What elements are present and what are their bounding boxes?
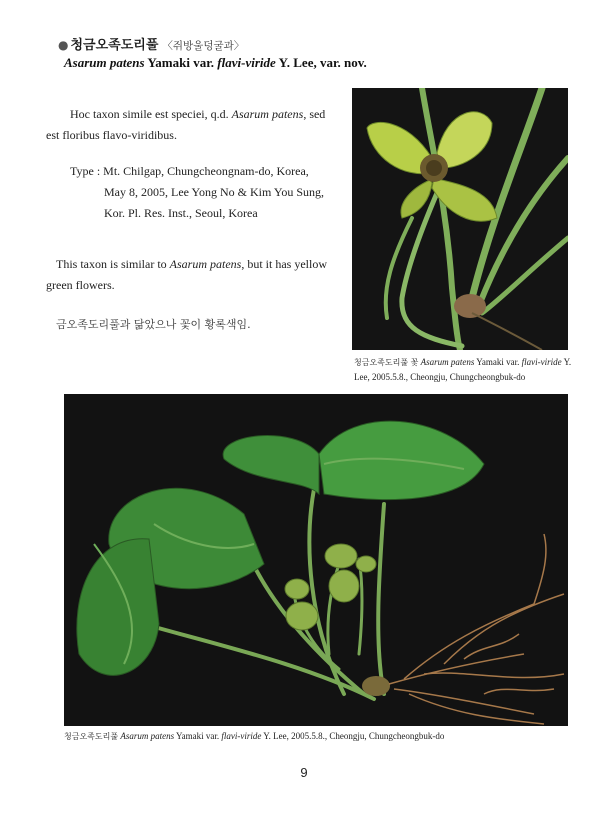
bullet-icon: ● bbox=[58, 38, 69, 52]
cap2-details: Y. Lee, 2005.5.8., Cheongju, Chungcheongbuk-do bbox=[263, 731, 445, 741]
cap1-author: Yamaki var. bbox=[476, 357, 520, 367]
korean-name: 청금오족도리풀 bbox=[70, 38, 159, 53]
cap1-species: Asarum patens bbox=[420, 357, 475, 367]
plant-photo bbox=[64, 394, 568, 726]
eng-part2: , but it has yellow green flowers. bbox=[46, 257, 328, 292]
plant-illustration bbox=[64, 394, 568, 726]
cap2-ko: 청금오족도리풀 bbox=[64, 732, 119, 741]
korean-description: 금오족도리풀과 닮았으나 꽃이 황록색임. bbox=[56, 318, 251, 331]
sci-species: Asarum patens bbox=[64, 55, 145, 70]
eng-species: Asarum patens bbox=[169, 257, 242, 271]
flower-illustration bbox=[352, 88, 568, 350]
type-label: Type : bbox=[70, 164, 101, 178]
cap2-species: Asarum patens bbox=[120, 731, 175, 741]
latin-part2: , sed est floribus flavo-viridibus. bbox=[46, 107, 326, 142]
cap2-variety: flavi-viride bbox=[221, 731, 262, 741]
latin-description bbox=[46, 104, 336, 146]
type-line2: May 8, 2005, Lee Yong No & Kim You Sung, bbox=[104, 185, 325, 199]
type-line1: Mt. Chilgap, Chungcheongnam-do, Korea, bbox=[103, 164, 309, 178]
latin-species: Asarum patens bbox=[231, 107, 304, 121]
sci-variety: flavi-viride bbox=[217, 55, 276, 70]
english-description bbox=[46, 254, 346, 296]
sci-author: Yamaki var. bbox=[147, 55, 215, 70]
family-name: 〈쥐방울덩굴과〉 bbox=[162, 40, 245, 52]
cap1-variety: flavi-viride bbox=[521, 357, 562, 367]
type-line3: Kor. Pl. Res. Inst., Seoul, Korea bbox=[104, 206, 258, 220]
plant-photo-caption bbox=[64, 731, 444, 742]
scientific-name bbox=[64, 55, 367, 71]
type-specimen bbox=[70, 161, 340, 224]
flower-photo-caption bbox=[354, 355, 584, 384]
cap1-details: Y. Lee, 2005.5.8., Cheongju, Chungcheongbuk-do bbox=[354, 357, 572, 382]
cap2-author: Yamaki var. bbox=[176, 731, 220, 741]
page-number: 9 bbox=[300, 765, 308, 780]
sci-tail: Y. Lee, var. nov. bbox=[278, 55, 367, 70]
species-title bbox=[58, 34, 244, 53]
eng-part1: This taxon is similar to bbox=[56, 257, 167, 271]
cap1-ko: 청금오족도리풀 꽃 bbox=[354, 358, 419, 367]
flower-photo bbox=[352, 88, 568, 350]
latin-part1: Hoc taxon simile est speciei, q.d. bbox=[70, 107, 229, 121]
